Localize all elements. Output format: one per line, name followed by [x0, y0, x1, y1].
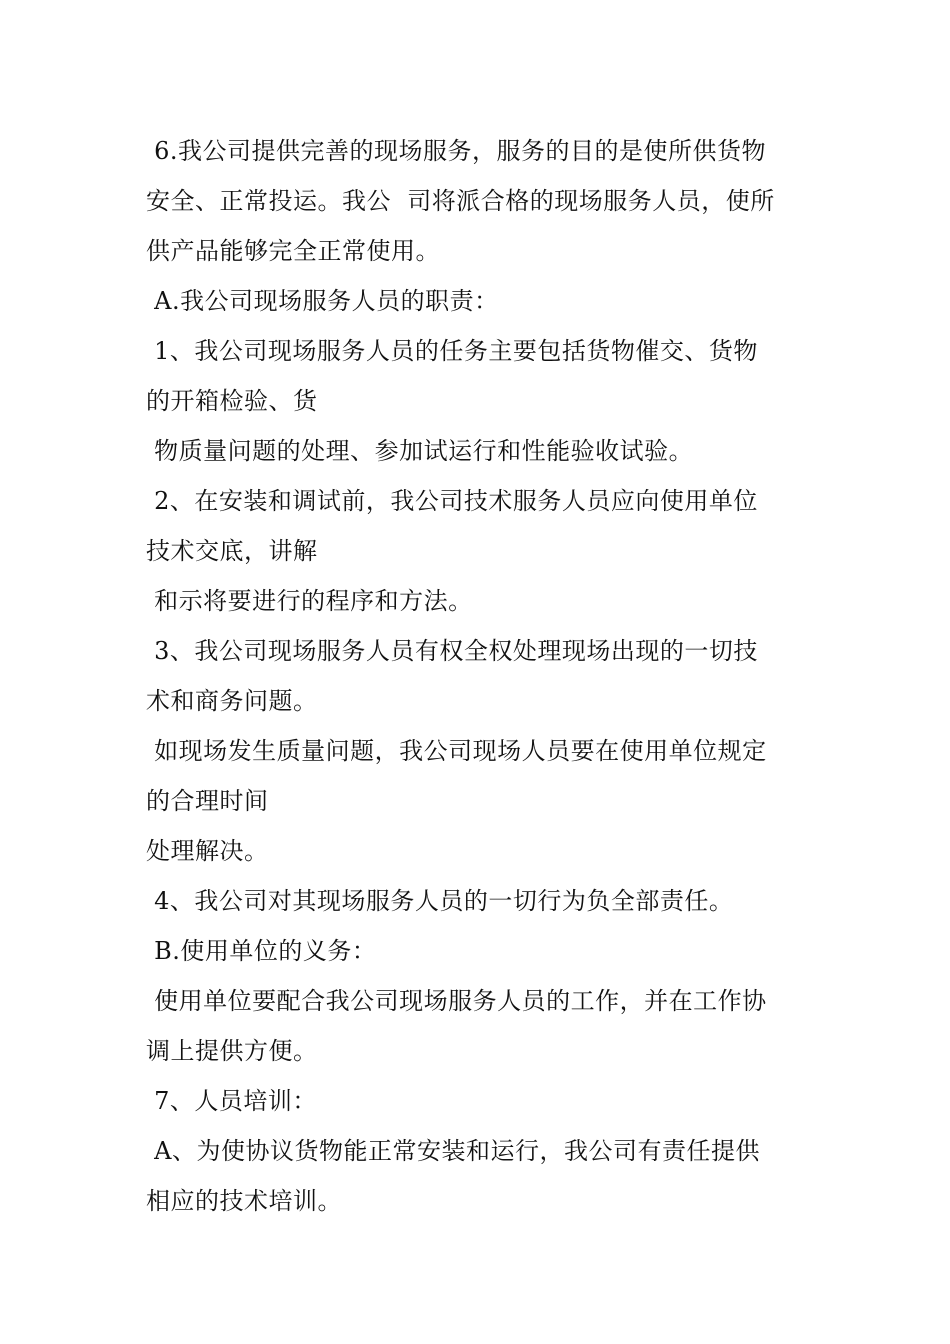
text-line: 6.我公司提供完善的现场服务，服务的目的是使所供货物 — [146, 137, 767, 165]
text-line: 4、我公司对其现场服务人员的一切行为负全部责任。 — [146, 887, 734, 915]
text-line: 2、在安装和调试前，我公司技术服务人员应向使用单位 — [146, 487, 758, 515]
text-line: 相应的技术培训。 — [146, 1187, 342, 1215]
text-line: 1、我公司现场服务人员的任务主要包括货物催交、货物 — [146, 337, 758, 365]
text-line: 技术交底，讲解 — [146, 537, 318, 565]
text-line: A、为使协议货物能正常安装和运行，我公司有责任提供 — [146, 1137, 760, 1165]
text-line: 的开箱检验、货 — [146, 387, 318, 415]
section-heading: 7、人员培训： — [146, 1087, 317, 1115]
document-body — [146, 126, 806, 1226]
text-line: 和示将要进行的程序和方法。 — [146, 587, 473, 615]
text-line: 处理解决。 — [146, 837, 269, 865]
text-line: 物质量问题的处理、参加试运行和性能验收试验。 — [146, 437, 694, 465]
text-line: 术和商务问题。 — [146, 687, 318, 715]
text-line: 的合理时间 — [146, 787, 269, 815]
text-line: 如现场发生质量问题，我公司现场人员要在使用单位规定 — [146, 737, 767, 765]
text-line: 3、我公司现场服务人员有权全权处理现场出现的一切技 — [146, 637, 758, 665]
text-line: 安全、正常投运。我公 司将派合格的现场服务人员，使所 — [146, 187, 775, 215]
section-heading: B.使用单位的义务： — [146, 937, 377, 965]
text-line: 调上提供方便。 — [146, 1037, 318, 1065]
text-line: 使用单位要配合我公司现场服务人员的工作，并在工作协 — [146, 987, 767, 1015]
text-line: 供产品能够完全正常使用。 — [146, 237, 440, 265]
section-heading: A.我公司现场服务人员的职责： — [146, 287, 499, 315]
